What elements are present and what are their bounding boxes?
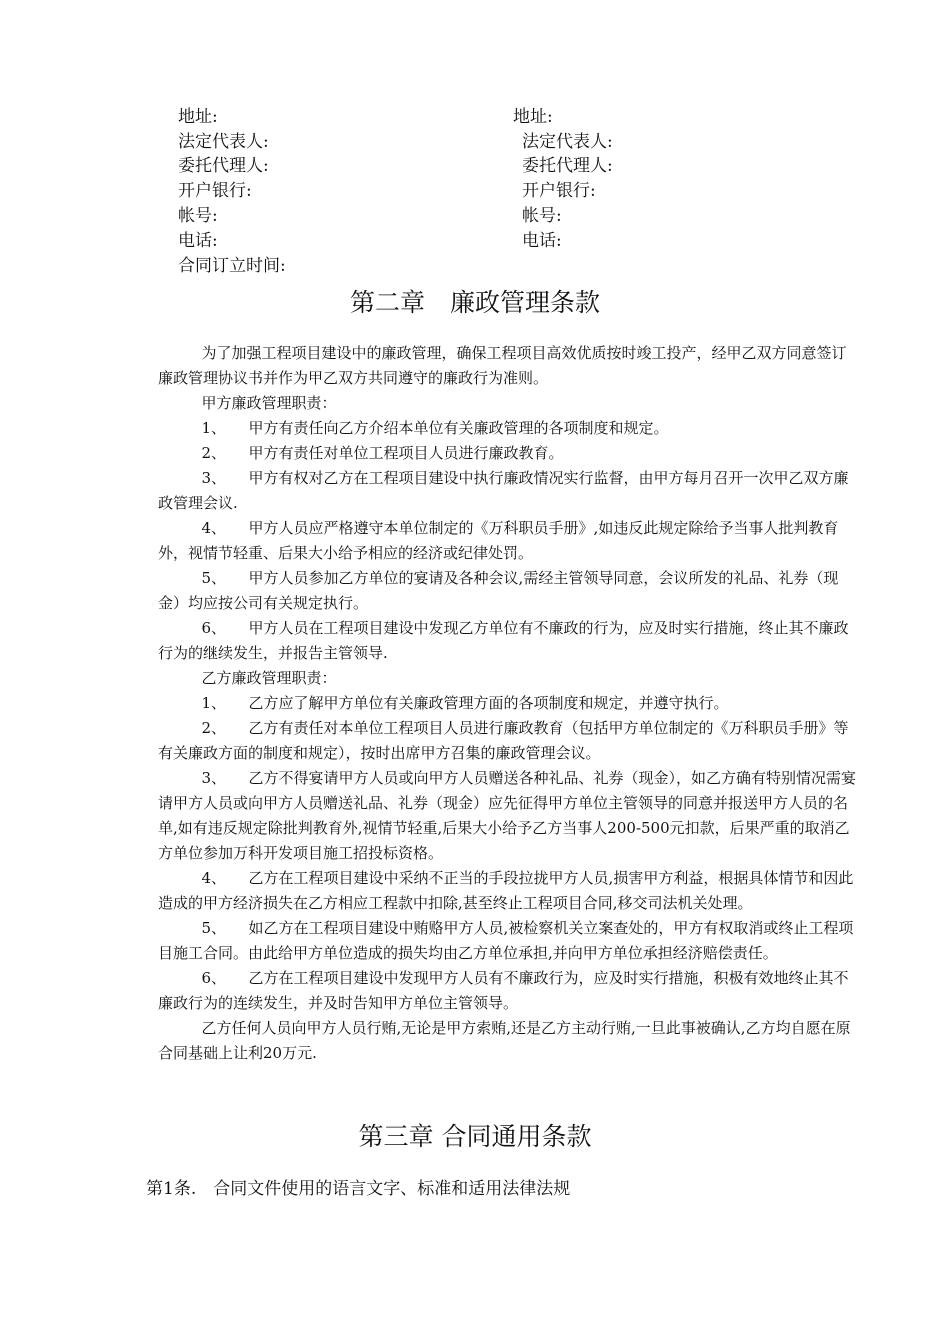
sig-left-agent: 委托代理人: <box>178 156 269 176</box>
sig-right-agent: 委托代理人: <box>522 156 613 176</box>
sig-right-account: 帐号: <box>522 206 562 226</box>
party-b-item: 4、 乙方在工程项目建设中采纳不正当的手段拉拢甲方人员,损害甲方利益，根据具体情节和因此造成的甲方经济损失在乙方相应工程款中扣除,甚至终止工程项目合同,移交司法机关处理。 <box>158 869 854 912</box>
chapter-2-title: 第二章 廉政管理条款 <box>349 288 600 317</box>
intro-paragraph: 为了加强工程项目建设中的廉政管理，确保工程项目高效优质按时竣工投产，经甲乙双方同意签订廉政管理协议书并作为甲乙双方共同遵守的廉政行为准则。 <box>158 344 847 387</box>
party-a-item: 3、 甲方有权对乙方在工程项目建设中执行廉政情况实行监督，由甲方每月召开一次甲乙双方廉政管理会议. <box>158 469 849 512</box>
party-a-item: 4、 甲方人员应严格遵守本单位制定的《万科职员手册》,如违反此规定除给予当事人批判教育外，视情节轻重、后果大小给予相应的经济或纪律处罚。 <box>158 519 839 562</box>
party-a-item: 2、 甲方有责任对单位工程项目人员进行廉政教育。 <box>201 444 564 462</box>
sig-left-phone: 电话: <box>178 231 218 251</box>
sig-right-address: 地址: <box>513 107 553 127</box>
sig-right-legal-rep: 法定代表人: <box>522 132 613 152</box>
sig-right-bank: 开户银行: <box>522 181 596 201</box>
sig-left-bank: 开户银行: <box>178 181 252 201</box>
party-a-heading: 甲方廉政管理职责： <box>201 394 337 412</box>
party-b-item: 1、 乙方应了解甲方单位有关廉政管理方面的各项制度和规定，并遵守执行。 <box>201 694 729 712</box>
party-a-item: 1、 甲方有责任向乙方介绍本单位有关廉政管理的各项制度和规定。 <box>201 419 669 437</box>
clause-1-heading: 第1条. 合同文件使用的语言文字、标准和适用法律法规 <box>146 1179 571 1199</box>
party-b-item: 3、 乙方不得宴请甲方人员或向甲方人员赠送各种礼品、礼券（现金），如乙方确有特别情况需宴请甲方人员或向甲方人员赠送礼品、礼券（现金）应先征得甲方单位主管领导的同意并报送甲方人员的名单,如有违反规定除批判教育外,视情节轻重,后果大小给予乙方当事人200-500元扣款，后果严重的取消乙方单位参加万科开发项目施工招投标资格。 <box>158 769 857 862</box>
sig-contract-date: 合同订立时间: <box>178 256 286 276</box>
party-b-item: 6、 乙方在工程项目建设中发现甲方人员有不廉政行为，应及时实行措施，积极有效地终止其不廉政行为的连续发生，并及时告知甲方单位主管领导。 <box>158 969 849 1012</box>
sig-left-account: 帐号: <box>178 206 218 226</box>
party-b-item: 2、 乙方有责任对本单位工程项目人员进行廉政教育（包括甲方单位制定的《万科职员手册》等有关廉政方面的制度和规定），按时出席甲方召集的廉政管理会议。 <box>158 719 849 762</box>
chapter-3-title: 第三章 合同通用条款 <box>358 1122 592 1151</box>
party-a-item: 5、 甲方人员参加乙方单位的宴请及各种会议,需经主管领导同意，会议所发的礼品、礼券（现金）均应按公司有关规定执行。 <box>158 569 839 612</box>
sig-left-legal-rep: 法定代表人: <box>178 132 269 152</box>
party-b-heading: 乙方廉政管理职责： <box>201 669 337 687</box>
closing-paragraph: 乙方任何人员向甲方人员行贿,无论是甲方索贿,还是乙方主动行贿,一旦此事被确认,乙方均自愿在原合同基础上让利20万元. <box>158 1019 851 1062</box>
sig-right-phone: 电话: <box>522 231 562 251</box>
party-b-item: 5、 如乙方在工程项目建设中贿赂甲方人员,被检察机关立案查处的，甲方有权取消或终止工程项目施工合同。由此给甲方单位造成的损失均由乙方单位承担,并向甲方单位承担经济赔偿责任。 <box>158 919 854 962</box>
party-a-item: 6、 甲方人员在工程项目建设中发现乙方单位有不廉政的行为，应及时实行措施，终止其不廉政行为的继续发生，并报告主管领导. <box>158 619 849 662</box>
chapter-2-body <box>158 341 858 1066</box>
sig-left-address: 地址: <box>178 107 218 127</box>
